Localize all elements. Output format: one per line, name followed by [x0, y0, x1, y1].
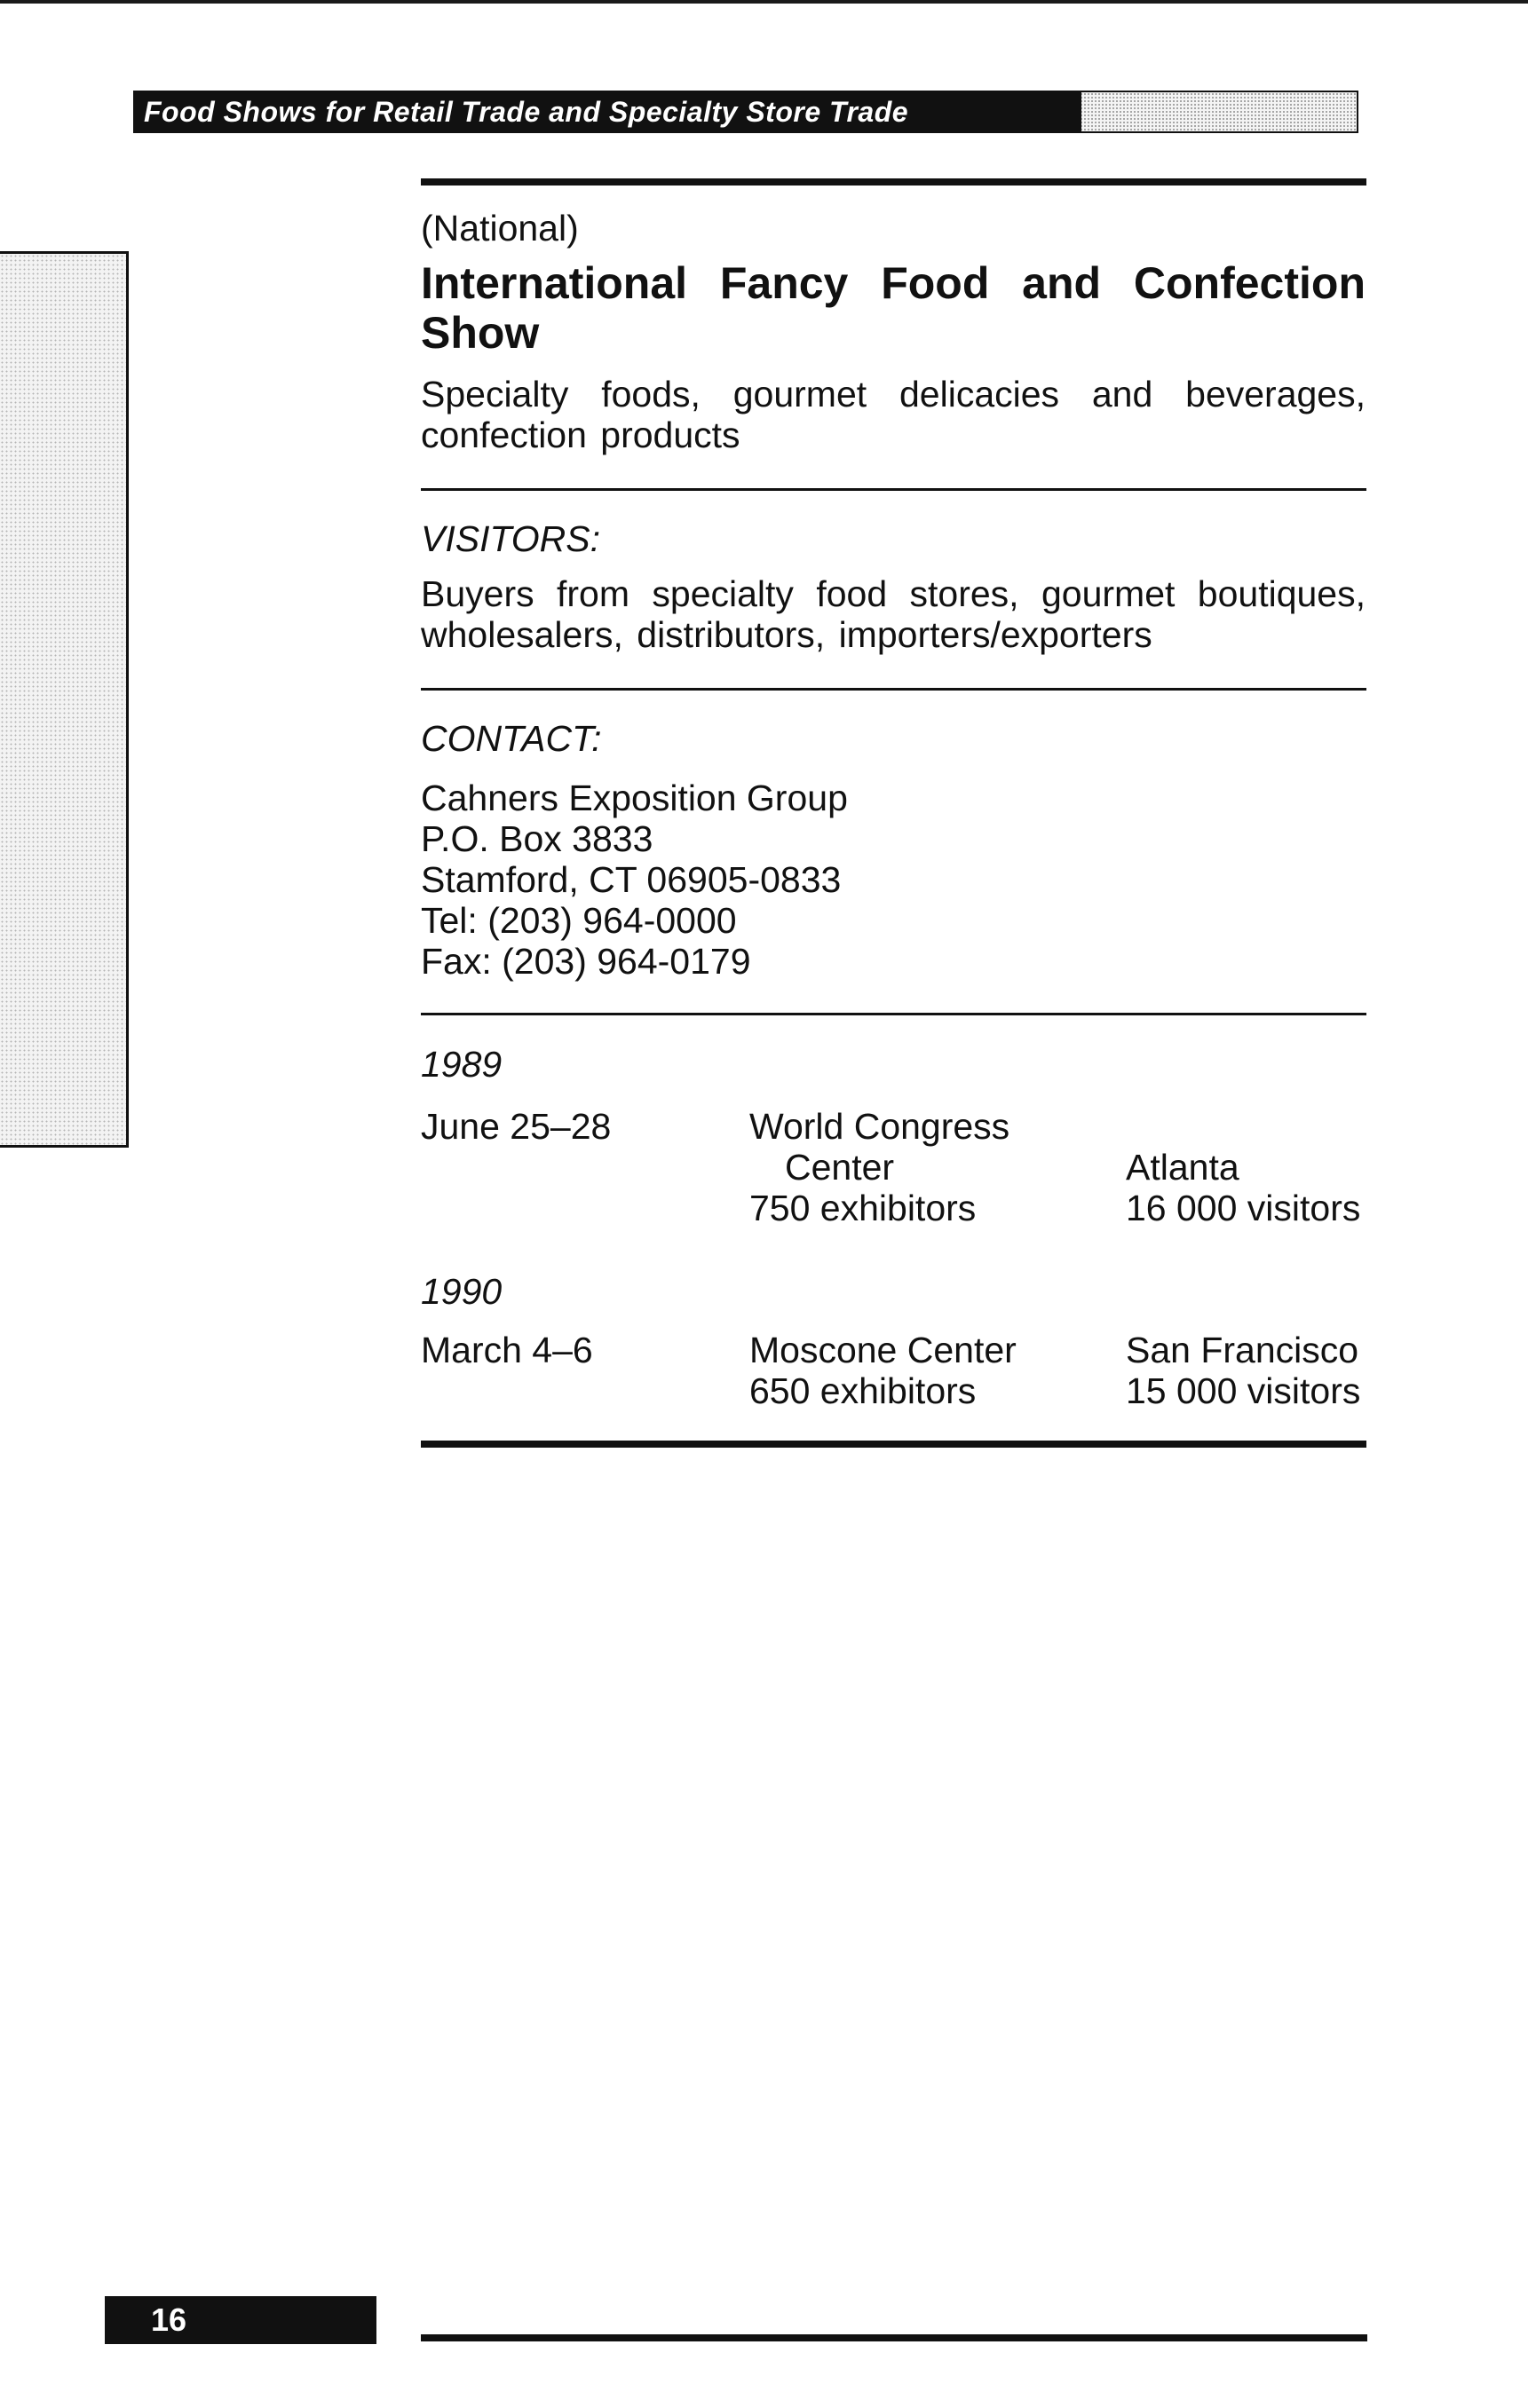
divider-rule: [421, 488, 1366, 491]
header-banner-title: Food Shows for Retail Trade and Specialty Store Trade: [144, 96, 909, 128]
contact-line: Stamford, CT 06905-0833: [421, 859, 842, 900]
event-exhibitors: 750 exhibitors: [749, 1188, 977, 1228]
page-number: 16: [151, 2301, 187, 2338]
event-year: 1989: [421, 1044, 503, 1085]
contact-line: Tel: (203) 964-0000: [421, 900, 737, 941]
visitors-text: Buyers from specialty food stores, gourmet boutiques, wholesalers, distributors, importers/exporters: [421, 573, 1366, 655]
scan-top-edge: [0, 0, 1528, 4]
event-city: Atlanta: [1126, 1147, 1239, 1188]
show-description: Specialty foods, gourmet delicacies and beverages, confection products: [421, 374, 1366, 455]
show-scope: (National): [421, 208, 579, 249]
event-year: 1990: [421, 1271, 503, 1312]
top-rule: [421, 178, 1366, 186]
contact-line: Cahners Exposition Group: [421, 778, 848, 818]
contact-line: Fax: (203) 964-0179: [421, 941, 751, 982]
contact-line: P.O. Box 3833: [421, 818, 653, 859]
event-venue: World Congress: [749, 1106, 1010, 1147]
event-venue-cont: Center: [785, 1147, 895, 1188]
contact-address: [421, 778, 1366, 982]
event-visitors: 15 000 visitors: [1126, 1370, 1361, 1411]
event-dates: June 25–28: [421, 1106, 612, 1147]
divider-rule: [421, 688, 1366, 691]
event-city: San Francisco: [1126, 1330, 1359, 1370]
visitors-label: VISITORS:: [421, 518, 601, 559]
page-number-box: [105, 2296, 376, 2344]
event-visitors: 16 000 visitors: [1126, 1188, 1361, 1228]
contact-label: CONTACT:: [421, 718, 602, 759]
event-dates: March 4–6: [421, 1330, 593, 1370]
divider-rule: [421, 1013, 1366, 1015]
show-title: International Fancy Food and Confection Show: [421, 258, 1366, 358]
section-side-tab: [0, 251, 129, 1148]
footer-rule: [421, 2334, 1367, 2341]
event-venue: Moscone Center: [749, 1330, 1017, 1370]
bottom-rule: [421, 1441, 1366, 1448]
event-exhibitors: 650 exhibitors: [749, 1370, 977, 1411]
